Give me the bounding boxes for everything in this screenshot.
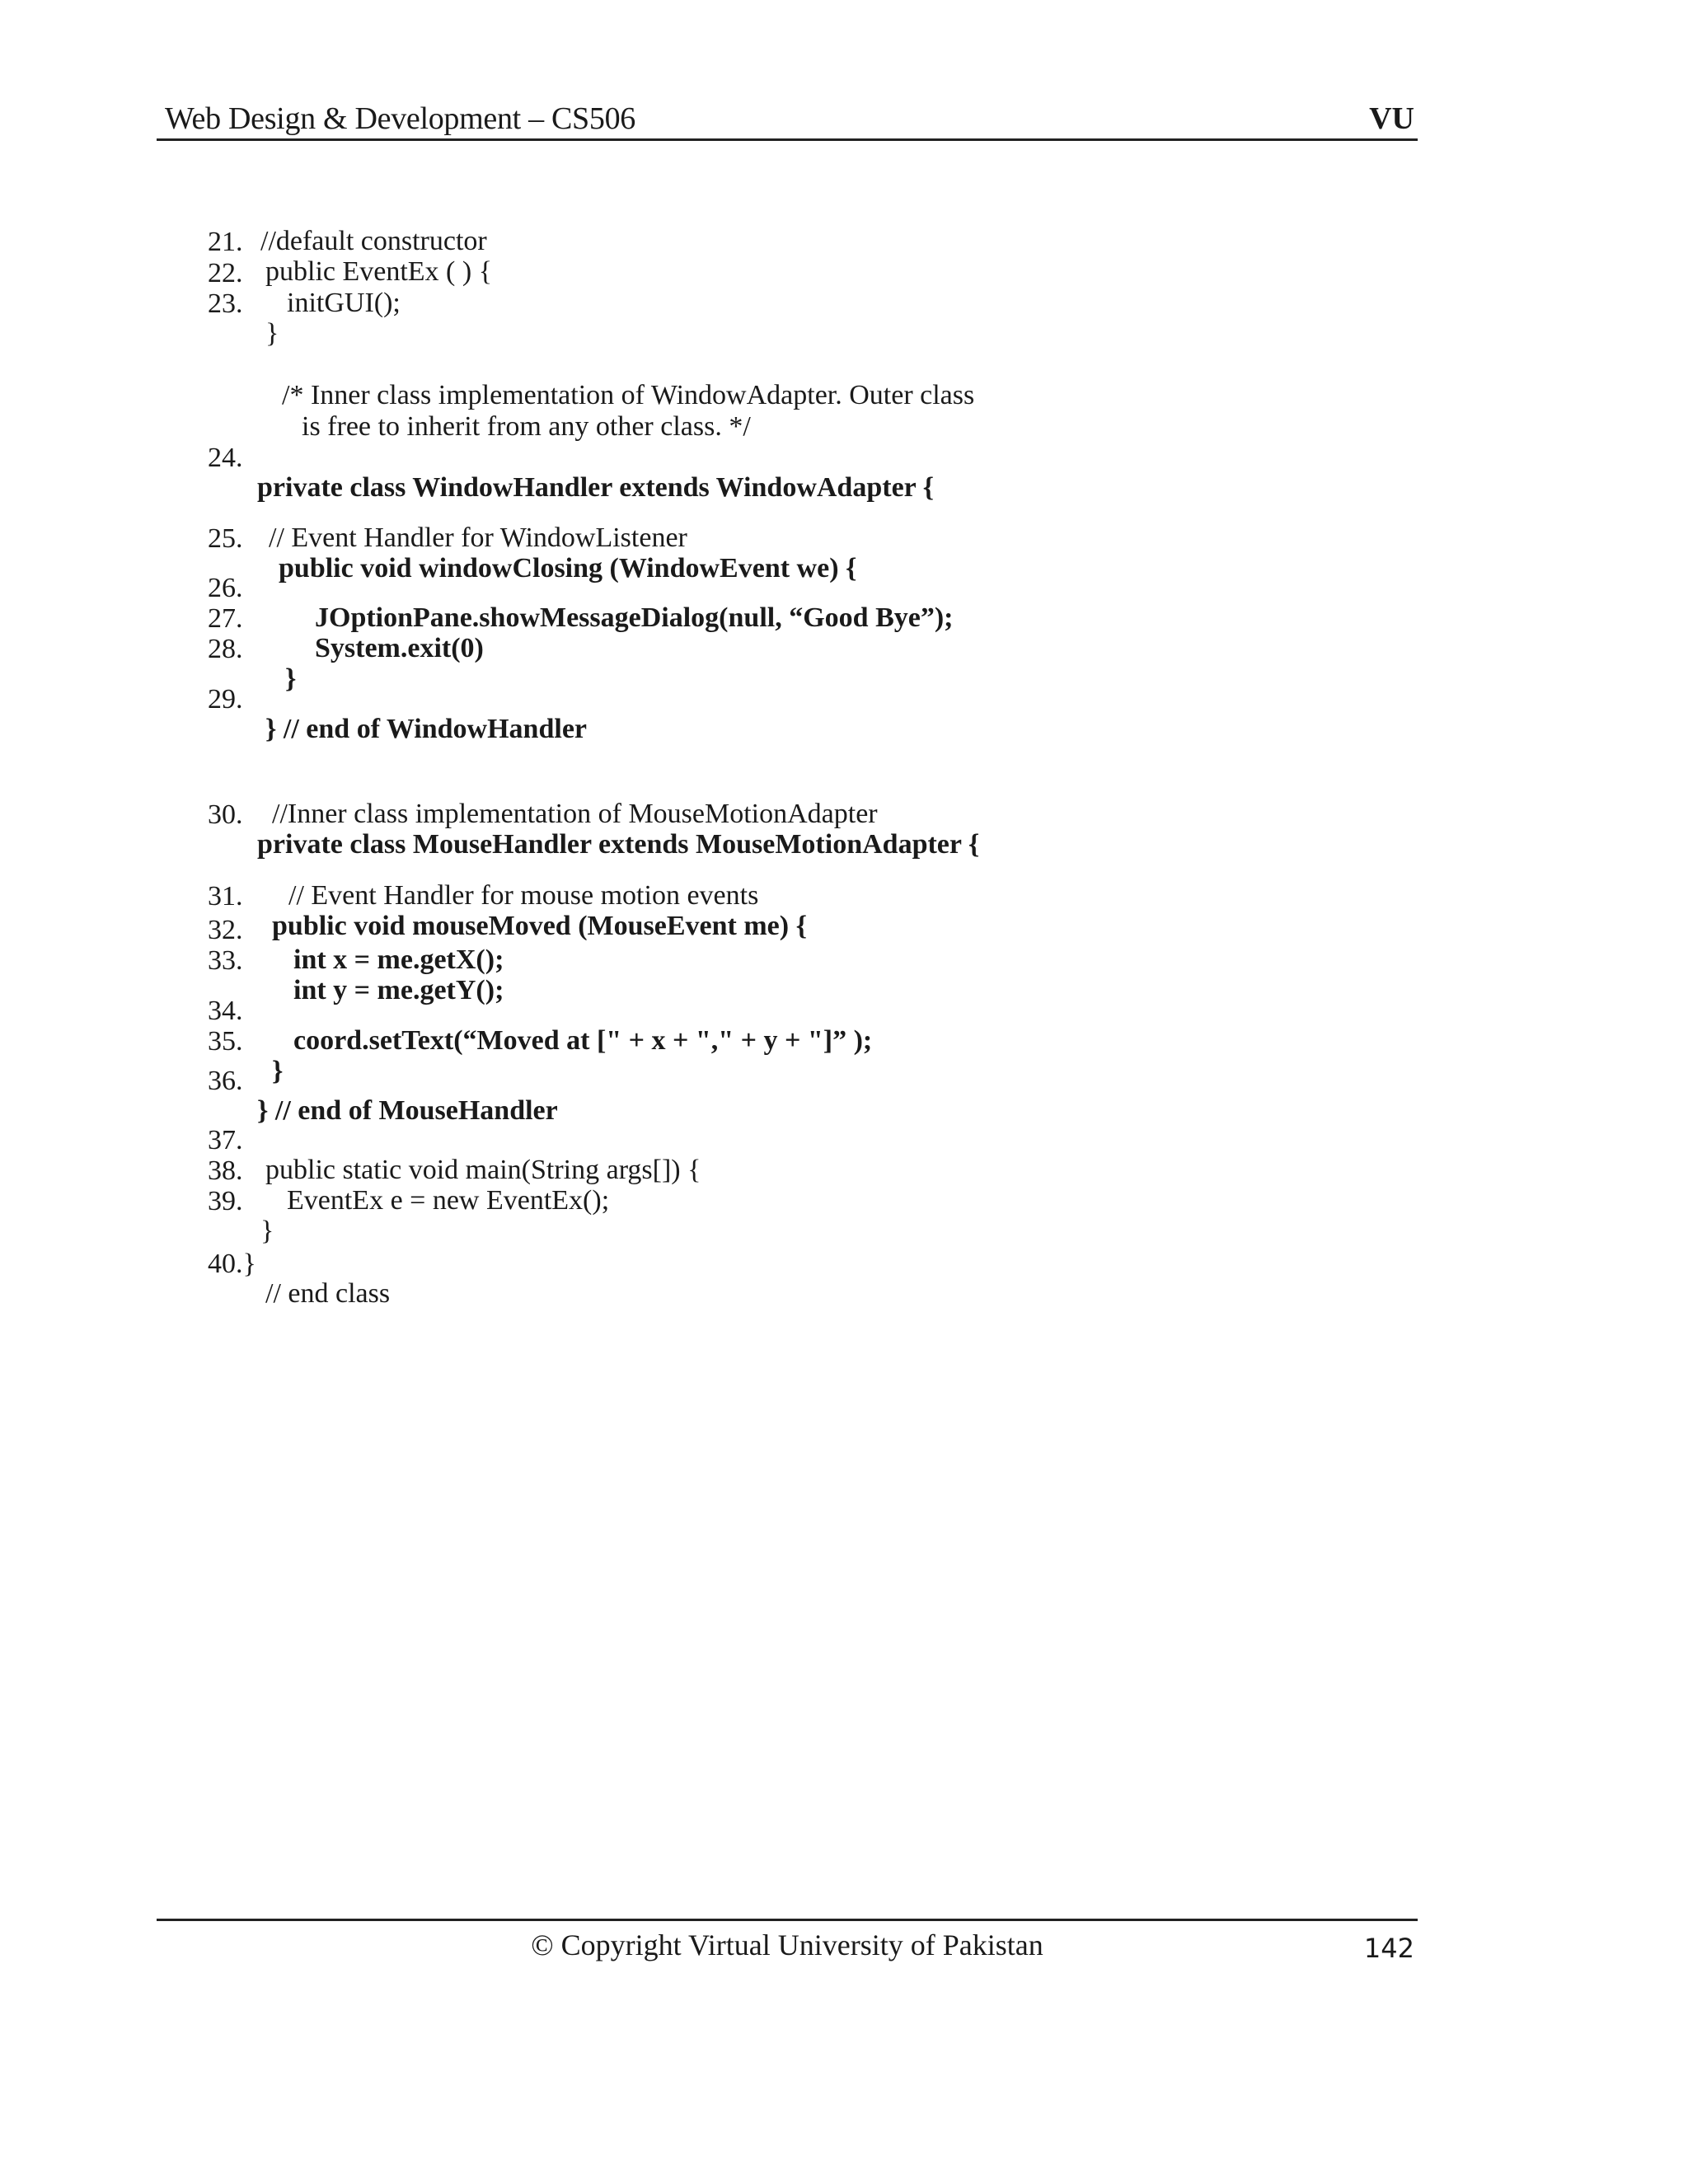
line-number: 32.	[208, 915, 243, 945]
code-text: /* Inner class implementation of WindowAdapter. Outer class	[282, 380, 975, 410]
code-line	[0, 655, 588, 744]
line-number: 29.	[208, 684, 243, 715]
code-text: private class MouseHandler extends MouseMotionAdapter {	[257, 829, 980, 860]
code-text: JOptionPane.showMessageDialog(null, “Good Bye”);	[315, 602, 954, 633]
institution-label: VU	[1369, 101, 1414, 136]
code-text: public static void main(String args[]) {	[265, 1155, 701, 1185]
line-number: 34.	[208, 996, 243, 1026]
page-number: 142	[1363, 1933, 1414, 1964]
line-number: 28.	[208, 634, 243, 664]
code-text: int y = me.getY();	[293, 975, 504, 1005]
code-text: int x = me.getX();	[293, 944, 504, 975]
code-text: }	[265, 318, 279, 349]
code-text: System.exit(0)	[315, 633, 484, 663]
code-text: public EventEx ( ) {	[265, 256, 493, 287]
code-text: } // end of MouseHandler	[257, 1095, 558, 1126]
line-number: 36.	[208, 1066, 243, 1096]
copyright-notice: © Copyright Virtual University of Pakistan	[531, 1929, 1043, 1961]
line-number: 33.	[208, 945, 243, 976]
code-text: } // end of WindowHandler	[265, 714, 588, 744]
code-text: // end class	[265, 1278, 391, 1309]
code-comment-line	[0, 321, 975, 410]
line-number: 25.	[208, 523, 243, 554]
line-number: 21.	[208, 227, 243, 257]
document-title: Web Design & Development – CS506	[165, 101, 635, 136]
code-text: //Inner class implementation of MouseMotionAdapter	[272, 799, 878, 829]
page-footer	[157, 1919, 1418, 1964]
line-number: 40.}	[208, 1249, 256, 1279]
code-text: coord.setText(“Moved at [" + x + "," + y + "]” );	[293, 1025, 873, 1056]
code-text: public void windowClosing (WindowEvent we) {	[279, 553, 857, 583]
line-number: 22.	[208, 258, 243, 288]
code-text: }	[272, 1056, 284, 1086]
code-text: }	[285, 663, 297, 694]
code-line	[0, 1220, 391, 1309]
code-text: //default constructor	[260, 226, 487, 256]
code-text: // Event Handler for WindowListener	[269, 523, 687, 553]
code-text: public void mouseMoved (MouseEvent me) {	[272, 911, 807, 941]
code-text: }	[260, 1216, 274, 1246]
line-number: 30.	[208, 799, 243, 830]
code-text: // Event Handler for mouse motion events	[288, 880, 759, 911]
line-number: 35.	[208, 1026, 243, 1057]
line-number: 31.	[208, 881, 243, 912]
line-number: 23.	[208, 288, 243, 319]
code-text: private class WindowHandler extends WindowAdapter {	[257, 472, 935, 503]
line-number: 39.	[208, 1186, 243, 1216]
line-number: 38.	[208, 1155, 243, 1186]
code-text: EventEx e = new EventEx();	[287, 1185, 610, 1216]
line-number: 27.	[208, 603, 243, 634]
line-number: 24.	[208, 443, 243, 473]
line-number: 26.	[208, 573, 243, 603]
line-number: 37.	[208, 1125, 243, 1155]
code-text: initGUI();	[287, 288, 401, 318]
code-text: is free to inherit from any other class. */	[302, 411, 751, 442]
